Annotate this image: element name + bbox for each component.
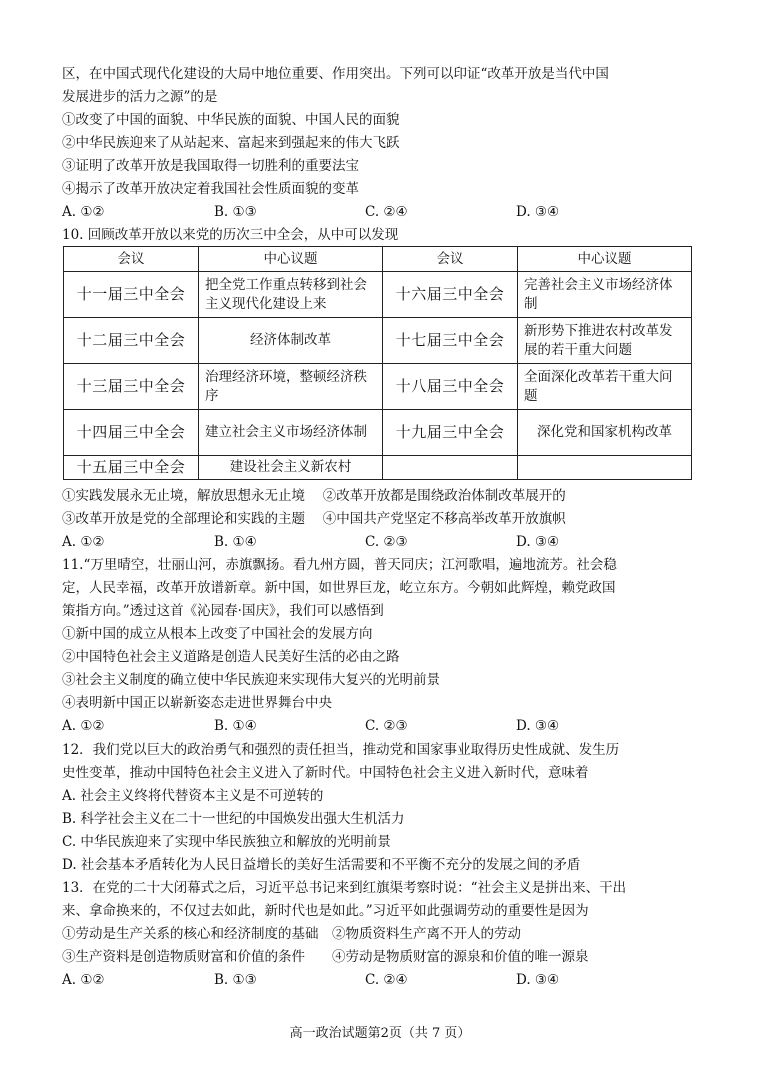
q11-options [62,716,702,736]
q13-items-row1: ①劳动是生产关系的核心和经济制度的基础 ②物质资料生产离不开人的劳动 [62,926,521,942]
topic-cell: 建立社会主义市场经济体制 [199,410,383,456]
meeting-cell: 十三届三中全会 [64,364,199,410]
q9-stem-line2: 发展进步的活力之源”的是 [62,89,218,105]
q9-item-2: ②中华民族迎来了从站起来、富起来到强起来的伟大飞跃 [62,135,400,151]
q13-option-d: D. ③④ [516,972,560,988]
topic-cell: 全面深化改革若干重大问题 [518,364,692,410]
q11-stem-line2: 定，人民幸福，改革开放谱新章。新中国，如世界巨龙，屹立东方。今朝如此辉煌，赖党政国 [62,580,616,596]
q11-option-c: C. ②③ [365,718,408,734]
q12-stem-line1: 12．我们党以巨大的政治勇气和强烈的责任担当，推动党和国家事业取得历史性成就、发生历 [62,742,620,758]
plenum-table [63,246,692,480]
meeting-cell: 十六届三中全会 [383,272,518,318]
q13-option-a: A. ①② [62,972,105,988]
q9-option-a: A. ①② [62,204,105,220]
q11-stem-line1: 11.“万里晴空，壮丽山河，赤旗飘扬。看九州方圆，普天同庆；江河歌唱，遍地流芳。社会稳 [62,557,617,573]
q11-option-a: A. ①② [62,718,105,734]
q9-item-4: ④揭示了改革开放决定着我国社会性质面貌的变革 [62,181,359,197]
header-meeting-1: 会议 [64,247,199,272]
q12-choice-c: C. 中华民族迎来了实现中华民族独立和解放的光明前景 [62,834,391,850]
q13-option-b: B. ①③ [214,972,257,988]
q10-items-row1: ①实践发展永无止境，解放思想永无止境 ②改革开放都是围绕政治体制改革展开的 [62,488,566,504]
table-row [64,364,692,410]
meeting-cell: 十九届三中全会 [383,410,518,456]
q11-option-b: B. ①④ [214,718,257,734]
q13-stem-line2: 来、拿命换来的，不仅过去如此，新时代也是如此。”习近平如此强调劳动的重要性是因为 [62,903,589,919]
header-meeting-2: 会议 [383,247,518,272]
q9-options [62,202,702,222]
q10-option-c: C. ②③ [365,534,408,550]
q12-choice-b: B. 科学社会主义在二十一世纪的中国焕发出强大生机活力 [62,811,405,827]
header-topic-1: 中心议题 [199,247,383,272]
q13-options [62,970,702,990]
q12-stem-line2: 史性变革，推动中国特色社会主义进入了新时代。中国特色社会主义进入新时代，意味着 [62,765,589,781]
q9-stem-line1: 区，在中国式现代化建设的大局中地位重要、作用突出。下列可以印证“改革开放是当代中国 [62,66,609,82]
q11-stem-line3: 策指方向。”透过这首《沁园春·国庆》，我们可以感悟到 [62,603,384,619]
q12-choice-a: A. 社会主义终将代替资本主义是不可逆转的 [62,788,324,804]
q13-stem-line1: 13．在党的二十大闭幕式之后，习近平总书记来到红旗渠考察时说：“社会主义是拼出来、干出 [62,880,627,896]
page-footer: 高一政治试题第2页（共 7 页） [289,1026,471,1041]
table-row [64,272,692,318]
topic-cell: 新形势下推进农村改革发展的若干重大问题 [518,318,692,364]
q13-items-row2: ③生产资料是创造物质财富和价值的条件 ④劳动是物质财富的源泉和价值的唯一源泉 [62,949,589,965]
q9-item-3: ③证明了改革开放是我国取得一切胜利的重要法宝 [62,158,359,174]
meeting-cell [383,456,518,480]
meeting-cell: 十八届三中全会 [383,364,518,410]
q10-option-b: B. ①④ [214,534,257,550]
topic-cell [518,456,692,480]
topic-cell: 深化党和国家机构改革 [518,410,692,456]
q10-stem: 10. 回顾改革开放以来党的历次三中全会，从中可以发现 [62,227,399,243]
q11-item-3: ③社会主义制度的确立使中华民族迎来实现伟大复兴的光明前景 [62,672,440,688]
header-topic-2: 中心议题 [518,247,692,272]
table-header-row [64,247,692,272]
q10-option-d: D. ③④ [516,534,560,550]
q9-option-d: D. ③④ [516,204,560,220]
table-row [64,456,692,480]
meeting-cell: 十七届三中全会 [383,318,518,364]
meeting-cell: 十五届三中全会 [64,456,199,480]
q11-item-1: ①新中国的成立从根本上改变了中国社会的发展方向 [62,626,373,642]
meeting-cell: 十一届三中全会 [64,272,199,318]
topic-cell: 建设社会主义新农村 [199,456,383,480]
topic-cell: 完善社会主义市场经济体制 [518,272,692,318]
q11-option-d: D. ③④ [516,718,560,734]
q12-choice-d: D. 社会基本矛盾转化为人民日益增长的美好生活需要和不平衡不充分的发展之间的矛盾 [62,857,581,873]
q9-item-1: ①改变了中国的面貌、中华民族的面貌、中国人民的面貌 [62,112,400,128]
q10-option-a: A. ①② [62,534,105,550]
meeting-cell: 十四届三中全会 [64,410,199,456]
q9-option-b: B. ①③ [214,204,257,220]
q10-items-row2: ③改革开放是党的全部理论和实践的主题 ④中国共产党坚定不移高举改革开放旗帜 [62,511,566,527]
topic-cell: 把全党工作重点转移到社会主义现代化建设上来 [199,272,383,318]
q10-options [62,532,702,552]
meeting-cell: 十二届三中全会 [64,318,199,364]
q11-item-2: ②中国特色社会主义道路是创造人民美好生活的必由之路 [62,649,400,665]
table-row [64,318,692,364]
q13-option-c: C. ②④ [365,972,408,988]
q9-option-c: C. ②④ [365,204,408,220]
q11-item-4: ④表明新中国正以崭新姿态走进世界舞台中央 [62,695,332,711]
topic-cell: 治理经济环境，整顿经济秩序 [199,364,383,410]
table-row [64,410,692,456]
topic-cell: 经济体制改革 [199,318,383,364]
